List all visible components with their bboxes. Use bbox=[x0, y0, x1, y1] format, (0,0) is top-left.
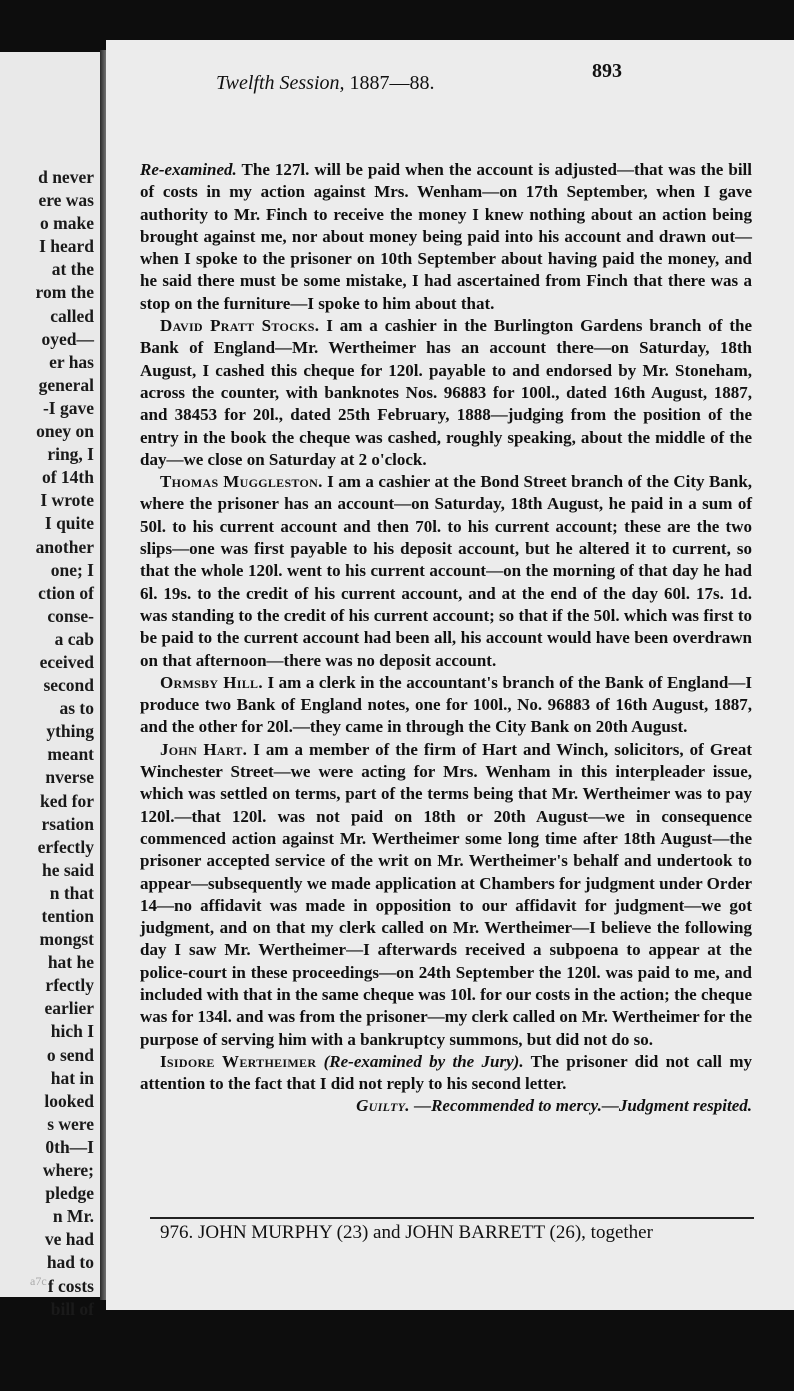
left-page-line: ve had bbox=[44, 1229, 94, 1250]
left-page-line: ring, I bbox=[47, 444, 94, 465]
left-page-line: tention bbox=[41, 906, 94, 926]
witness-name: David Pratt Stocks. bbox=[160, 316, 320, 336]
left-page-line: f costs bbox=[47, 1275, 94, 1296]
left-page-line: ere was bbox=[38, 190, 94, 211]
left-page-line: oyed— bbox=[41, 328, 94, 349]
left-page-line: he said bbox=[41, 859, 94, 880]
left-page-fragments bbox=[36, 166, 94, 1321]
verdict-text: —Recommended to mercy.—Judgment respited. bbox=[414, 1096, 752, 1116]
body-text bbox=[140, 159, 752, 1118]
left-page-line: at the bbox=[51, 259, 94, 280]
left-page-line: bill of bbox=[50, 1298, 94, 1319]
left-page-line: second bbox=[43, 675, 94, 696]
left-page-line: d never bbox=[38, 167, 94, 187]
left-page-line: hat he bbox=[47, 952, 94, 973]
left-page bbox=[0, 52, 100, 1319]
left-page-line: hich I bbox=[50, 1021, 94, 1042]
left-page-line: eceived bbox=[39, 651, 94, 672]
left-page-line: where; bbox=[42, 1160, 94, 1181]
left-page-line: n Mr. bbox=[52, 1206, 94, 1227]
left-page-line: as to bbox=[59, 698, 94, 719]
left-page-line: ything bbox=[46, 721, 94, 742]
left-page-line: hat in bbox=[50, 1067, 94, 1088]
witness-note: (Re-examined by the Jury). bbox=[323, 1051, 524, 1071]
session-years: 1887—88. bbox=[349, 72, 435, 94]
left-page-line: called bbox=[50, 305, 94, 326]
left-page-line: er has bbox=[49, 351, 94, 372]
left-page-line: I heard bbox=[39, 236, 94, 257]
left-page-line: ction of bbox=[38, 582, 94, 603]
running-head bbox=[216, 72, 435, 95]
left-page-line: looked bbox=[44, 1090, 94, 1111]
verdict-label: Guilty. bbox=[356, 1096, 410, 1116]
left-page-line: oney on bbox=[36, 421, 94, 442]
left-page-line: another bbox=[35, 536, 94, 557]
left-page-line: general bbox=[38, 374, 94, 395]
left-page-folio-mark: a7c bbox=[30, 1274, 47, 1288]
paragraph-text: I am a cashier in the Burlington Gardens branch of the Bank of England—Mr. Wertheimer has an account there—on Saturday, 18th August, I cashed this cheque for 120l. payable to and endorsed by Mr. Stoneham, across the counter, with banknotes Nos. 96883 for 100l., dated 16th August, 1887, and 38453 for 20l., dated 25th February, 1888—judging from the position of the entry in the book the cheque was cashed, roughly speaking, about the middle of the day—we close on Saturday at 2 o'clock. bbox=[140, 316, 753, 469]
next-case-heading: 976. JOHN MURPHY (23) and JOHN BARRETT (26), together bbox=[160, 1222, 653, 1243]
paragraph bbox=[140, 159, 752, 315]
left-page-line: had to bbox=[46, 1252, 94, 1273]
left-page-line: a cab bbox=[54, 628, 94, 649]
left-page-line: s were bbox=[47, 1113, 94, 1134]
left-page-line: o make bbox=[40, 213, 94, 234]
left-page-line: rsation bbox=[41, 813, 94, 834]
left-page-line: ked for bbox=[40, 790, 94, 811]
left-page-line: -I gave bbox=[42, 397, 94, 418]
left-page-line: meant bbox=[47, 744, 94, 765]
left-page-line: n that bbox=[49, 882, 94, 903]
section-rule bbox=[150, 1217, 754, 1219]
left-page-line: nverse bbox=[45, 767, 94, 788]
page-number: 893 bbox=[592, 60, 622, 82]
left-page-line: o send bbox=[46, 1044, 94, 1065]
paragraph bbox=[140, 471, 752, 672]
left-page-line: I wrote bbox=[40, 490, 94, 511]
left-page-line: of 14th bbox=[41, 467, 94, 488]
witness-name: Isidore Wertheimer bbox=[160, 1051, 317, 1071]
paragraph bbox=[140, 672, 752, 739]
paragraph-text: The prisoner did not call my attention to the fact that I did not reply to his second letter. bbox=[140, 1051, 752, 1094]
running-title: Twelfth Session, bbox=[216, 72, 345, 94]
paragraph-text: I am a cashier at the Bond Street branch of the City Bank, where the prisoner has an account—on Saturday, 18th August, he paid in a sum of 50l. to his current account and then 70l. to his current account; these are the two slips—one was first payable to his deposit account, but he altered it to current, so that the whole 120l. went to his current account—on the morning of that day he had 6l. 19s. to the credit of his current account, and at the end of the day 60l. 17s. 1d. was standing to the credit of his current account; so that if the 50l. which was first to be paid to the current account had been all, his account would have been overdrawn on that afternoon—there was no deposit account. bbox=[140, 472, 753, 670]
left-page-line: I quite bbox=[44, 513, 94, 534]
paragraph bbox=[140, 739, 752, 1051]
left-page-line: rfectly bbox=[45, 975, 94, 996]
paragraph-text: The 127l. will be paid when the account is adjusted—that was the bill of costs in my action against Mrs. Wenham—on 17th September, when I gave authority to Mr. Finch to receive the money I knew nothing about an action being brought against me, nor about money being paid into his account and drawn out—when I spoke to the prisoner on 10th September about having paid the money, and he said there must be some mistake, I had ascertained from Finch that there was a stop on the furniture—I spoke to him about that. bbox=[140, 160, 752, 313]
left-page-line: erfectly bbox=[37, 836, 94, 857]
witness-name: Thomas Muggleston. bbox=[160, 472, 323, 492]
paragraph-lead: Re-examined. bbox=[140, 160, 237, 179]
left-page-line: pledge bbox=[45, 1183, 94, 1204]
verdict bbox=[140, 1095, 752, 1117]
left-page-line: 0th—I bbox=[45, 1136, 94, 1157]
witness-name: Ormsby Hill. bbox=[160, 672, 263, 692]
paragraph-text: I am a clerk in the accountant's branch of the Bank of England—I produce two Bank of England notes, one for 100l., No. 96883 of 16th August, 1887, and the other for 20l.—they came in through the City Bank on 20th August. bbox=[140, 672, 753, 737]
witness-name: John Hart. bbox=[160, 739, 248, 759]
paragraph-text: I am a member of the firm of Hart and Winch, solicitors, of Great Winchester Street—we were acting for Mrs. Wenham in this interpleader issue, which was settled on terms, part of the terms being that Mr. Wertheimer was to pay 120l.—that 120l. was not paid on 18th or 20th August—we in consequence commenced action against Mr. Wertheimer some long time after 18th August—the prisoner accepted service of the writ on Mr. Wertheimer's behalf and undertook to appear—subsequently we made application at Chambers for judgment under Order 14—no affidavit was made in opposition to our affidavit for judgment—we got judgment, and on that my clerk called on Mr. Wertheimer—I believe the following day I saw Mr. Wertheimer—I afterwards received a subpoena to appear at the police-court in these proceedings—on 24th September the 120l. was paid to me, and included with that in the same cheque was 10l. for our costs in the action; the cheque was for 134l. and was from the prisoner—my clerk called on Mr. Wertheimer for the purpose of serving him with a bankruptcy summons, but did not do so. bbox=[140, 739, 752, 1049]
left-page-line: conse- bbox=[47, 605, 94, 626]
left-page-line: rom the bbox=[35, 282, 94, 303]
left-page-line: earlier bbox=[44, 998, 94, 1019]
paragraph bbox=[140, 315, 752, 471]
left-page-line: one; I bbox=[50, 559, 94, 580]
paragraph bbox=[140, 1051, 752, 1096]
left-page-line: mongst bbox=[39, 929, 94, 950]
